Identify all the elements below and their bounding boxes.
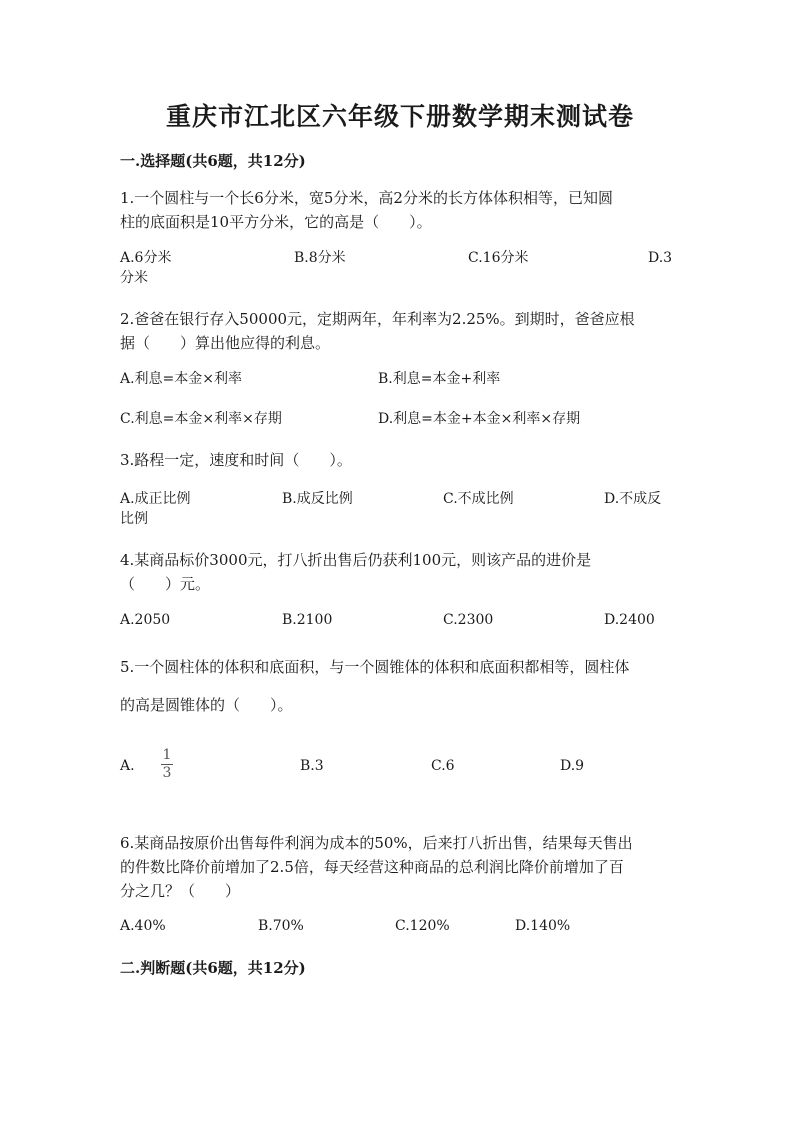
question-5-option-c: C.6 — [431, 758, 455, 774]
question-6-line-2: 的件数比降价前增加了2.5倍，每天经营这种商品的总利润比降价前增加了百 — [120, 858, 624, 876]
question-2-line-2: 据（ ）算出他应得的利息。 — [120, 334, 331, 352]
question-3-option-d-wrap: 比例 — [120, 511, 148, 527]
question-5-line-1: 5.一个圆柱体的体积和底面积，与一个圆锥体的体积和底面积都相等，圆柱体 — [120, 658, 630, 676]
fraction-one-third — [161, 748, 173, 781]
fraction-numerator: 1 — [162, 747, 172, 763]
question-4-option-b: B.2100 — [282, 612, 333, 628]
question-6-option-a: A.40% — [120, 918, 166, 934]
question-1-option-c: C.16分米 — [468, 250, 529, 266]
question-2 — [120, 307, 680, 355]
section-heading-choice: 一.选择题(共6题，共12分) — [120, 152, 306, 170]
question-6-line-1: 6.某商品按原价出售每件利润为成本的50%，后来打八折出售，结果每天售出 — [120, 834, 633, 852]
question-3-option-c: C.不成比例 — [443, 491, 514, 507]
question-5-option-a: A. — [120, 758, 135, 774]
question-1-option-d-wrap: 分米 — [120, 270, 148, 286]
question-1-option-b: B.8分米 — [294, 250, 346, 266]
question-6 — [120, 831, 680, 903]
question-3-option-a: A.成正比例 — [120, 491, 191, 507]
question-2-option-d: D.利息=本金+本金×利率×存期 — [378, 411, 581, 427]
question-1-option-d: D.3 — [648, 250, 673, 266]
question-4-option-c: C.2300 — [443, 612, 494, 628]
question-2-option-c: C.利息=本金×利率×存期 — [120, 411, 282, 427]
question-6-option-d: D.140% — [515, 918, 571, 934]
question-1 — [120, 186, 680, 234]
question-4-line-1: 4.某商品标价3000元，打八折出售后仍获利100元，则该产品的进价是 — [120, 551, 592, 569]
question-1-option-a: A.6分米 — [120, 250, 172, 266]
question-4-option-a: A.2050 — [120, 612, 171, 628]
question-5 — [120, 648, 680, 724]
question-4-line-2: （ ）元。 — [120, 575, 211, 593]
question-3-line-1: 3.路程一定，速度和时间（ ）。 — [120, 451, 352, 469]
question-5-line-2: 的高是圆锥体的（ ）。 — [120, 696, 293, 714]
question-1-line-1: 1.一个圆柱与一个长6分米，宽5分米，高2分米的长方体体积相等，已知圆 — [120, 189, 613, 207]
question-6-option-c: C.120% — [395, 918, 450, 934]
question-3 — [120, 448, 680, 472]
question-2-option-a: A.利息=本金×利率 — [120, 371, 243, 387]
question-6-option-b: B.70% — [258, 918, 304, 934]
question-1-line-2: 柱的底面积是10平方分米，它的高是（ ）。 — [120, 213, 432, 231]
question-5-option-b: B.3 — [300, 758, 324, 774]
question-6-line-3: 分之几？（ ） — [120, 882, 241, 900]
question-4 — [120, 548, 680, 596]
question-2-option-b: B.利息=本金+利率 — [378, 371, 501, 387]
question-3-option-b: B.成反比例 — [282, 491, 353, 507]
question-3-option-d: D.不成反 — [604, 491, 662, 507]
question-2-line-1: 2.爸爸在银行存入50000元，定期两年，年利率为2.25%。到期时，爸爸应根 — [120, 310, 635, 328]
page-title: 重庆市江北区六年级下册数学期末测试卷 — [165, 102, 634, 131]
question-4-option-d: D.2400 — [604, 612, 655, 628]
fraction-denominator: 3 — [162, 765, 172, 781]
section-heading-judgement: 二.判断题(共6题，共12分) — [120, 959, 306, 977]
question-5-option-d: D.9 — [560, 758, 585, 774]
